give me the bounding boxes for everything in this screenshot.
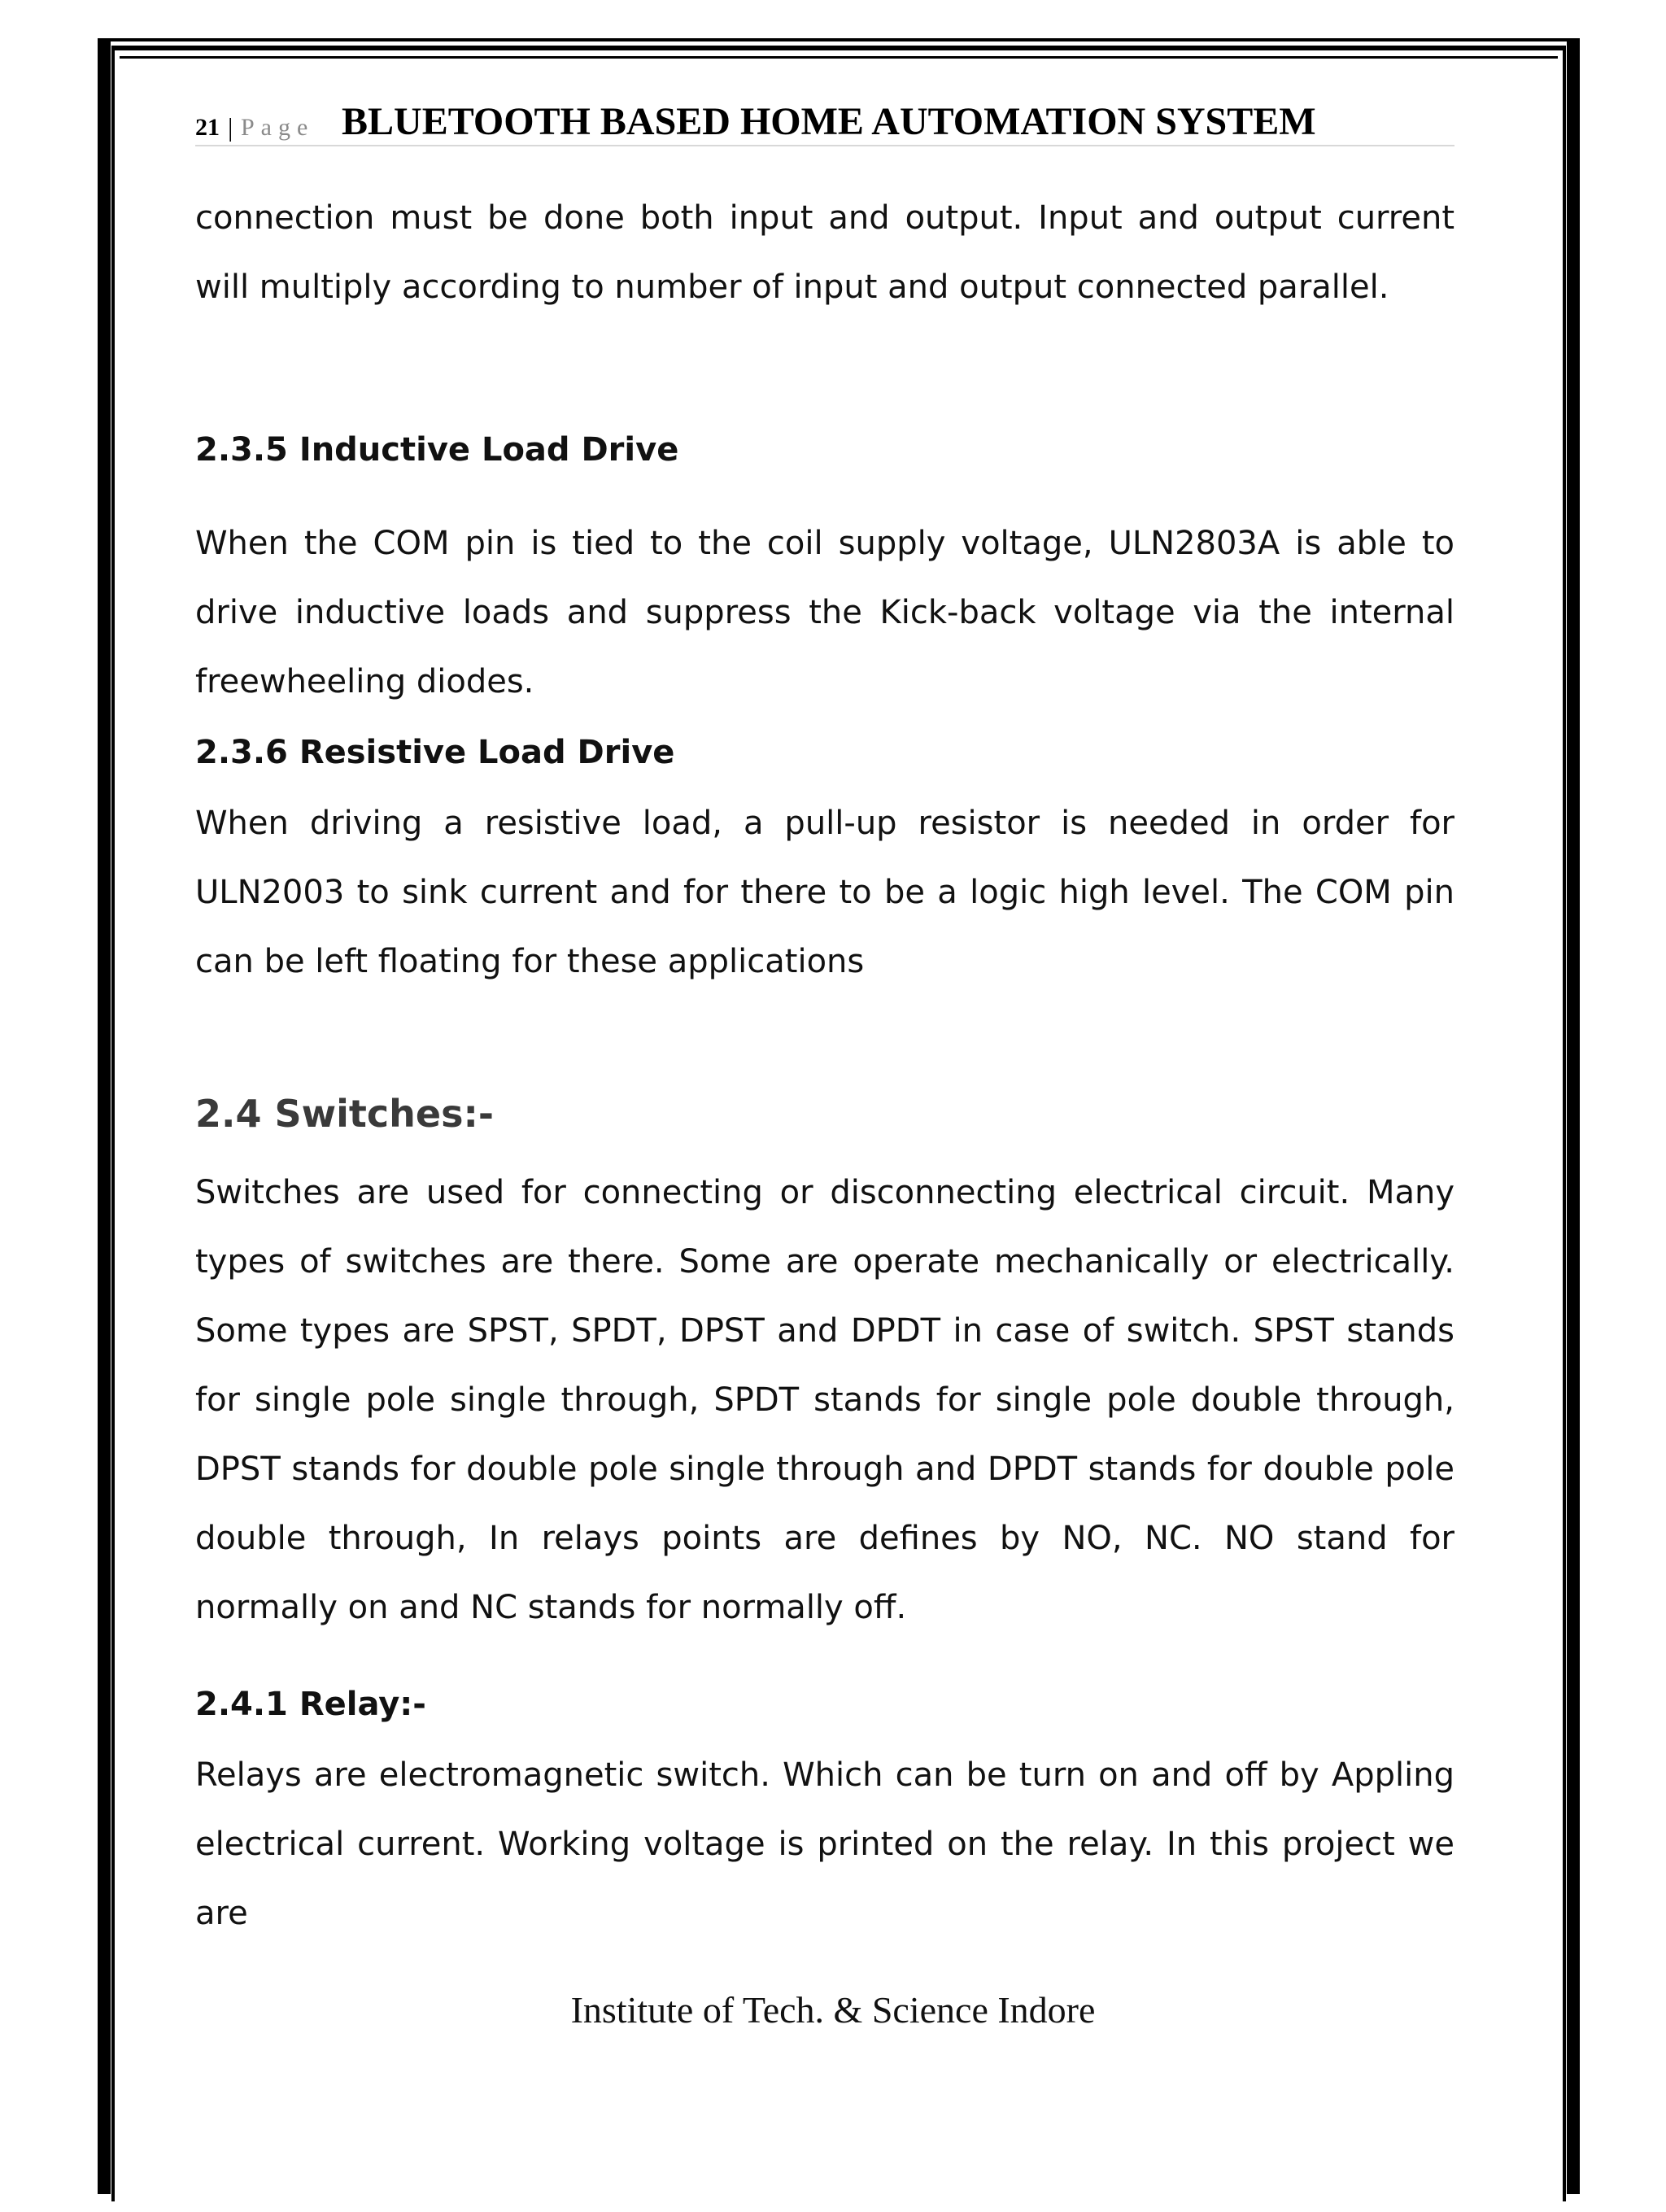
paragraph-2-3-5: When the COM pin is tied to the coil supply voltage, ULN2803A is able to drive inductive loads and suppress the Kick-back voltage via the internal freewheeling diodes. (195, 525, 1454, 700)
page-header (195, 96, 1454, 146)
page-separator: | (228, 112, 233, 142)
heading-2-3-5: 2.3.5 Inductive Load Drive (195, 431, 679, 469)
document-title: BLUETOOTH BASED HOME AUTOMATION SYSTEM (342, 100, 1316, 143)
page-number: 21 (195, 114, 220, 141)
paragraph-2-4-1: Relays are electromagnetic switch. Which can be turn on and off by Appling electrical current. Working voltage is printed on the relay. In this project we are (195, 1756, 1454, 1932)
heading-2-3-6: 2.3.6 Resistive Load Drive (195, 734, 675, 771)
heading-2-4-1: 2.4.1 Relay:- (195, 1686, 426, 1723)
paragraph-2-4: Switches are used for connecting or disconnecting electrical circuit. Many types of switches are there. Some are operate mechanically or electrically. Some types are SPST, SPDT, DPST and DPDT in case of switch. SPST stands for single pole single through, SPDT stands for single pole double through, DPST stands for double pole single through and DPDT stands for double pole double through, In relays points are defines by NO, NC. NO stand for normally on and NC stands for normally off. (195, 1174, 1454, 1626)
heading-2-4: 2.4 Switches:- (195, 1092, 494, 1136)
intro-paragraph: connection must be done both input and output. Input and output current will multiply according to number of input and output connected parallel. (195, 199, 1454, 306)
page-label: Page (241, 114, 315, 141)
paragraph-2-3-6: When driving a resistive load, a pull-up resistor is needed in order for ULN2003 to sink current and for there to be a logic high level. The COM pin can be left floating for these applications (195, 805, 1454, 980)
page-footer: Institute of Tech. & Science Indore (570, 1989, 1096, 2031)
